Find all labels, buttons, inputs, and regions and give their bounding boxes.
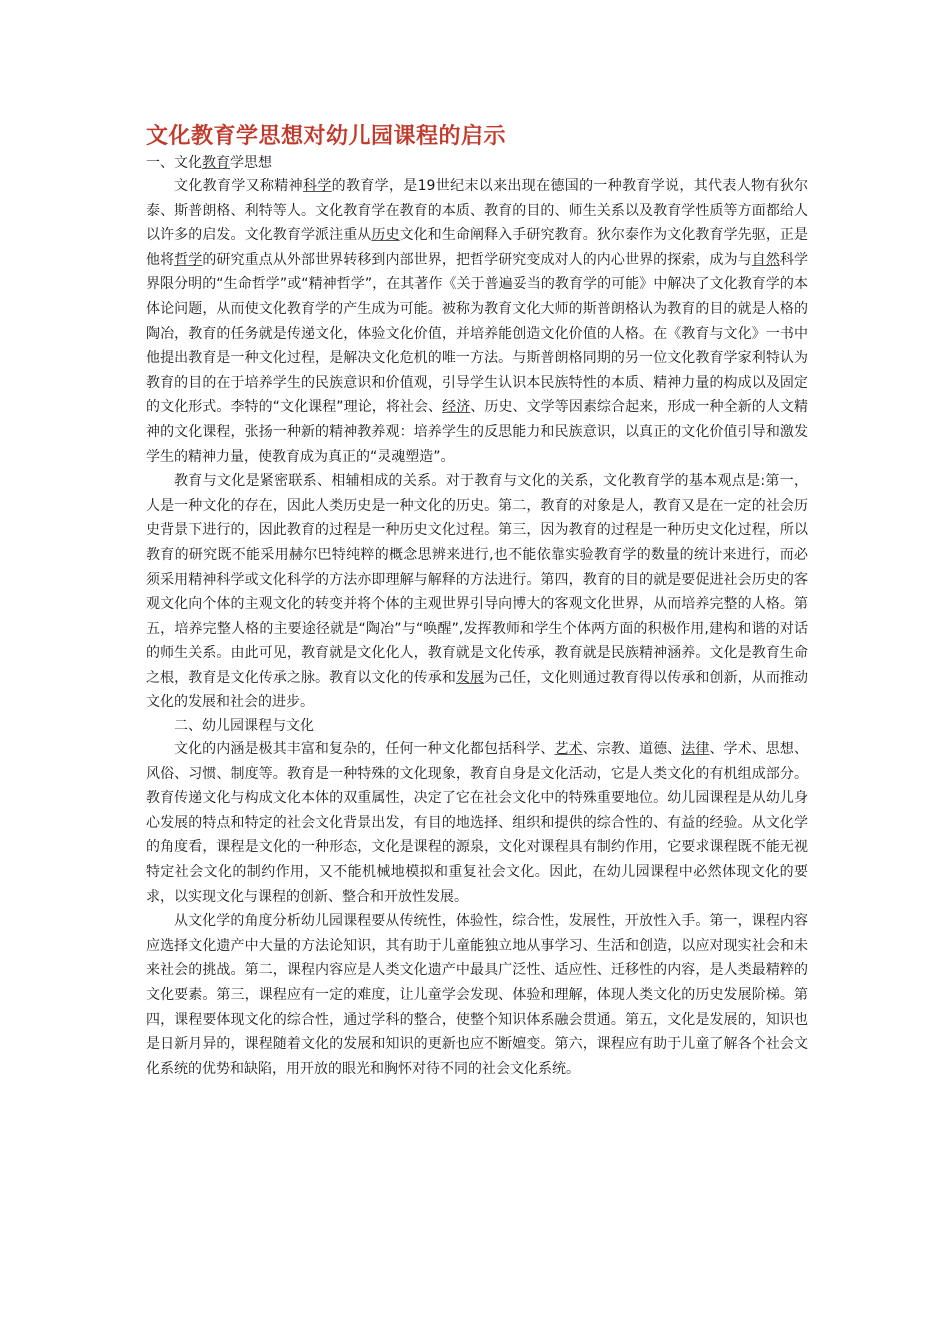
paragraph-text: 、宗教、道德、 (582, 741, 682, 758)
paragraph-text: 文化教育学又称精神 (174, 178, 303, 194)
link-law[interactable]: 法律 (681, 741, 710, 758)
link-economy[interactable]: 经济 (442, 399, 471, 416)
heading-text: 一、文化 (146, 155, 202, 171)
paragraph-2 (146, 469, 808, 715)
document-page (146, 122, 808, 1081)
page-title: 文化教育学思想对幼儿园课程的启示 (146, 124, 507, 149)
link-art[interactable]: 艺术 (554, 741, 583, 758)
link-history[interactable]: 历史 (371, 227, 400, 244)
paragraph-text: 为己任，文化则通过教育得以传承和创新，从而推动文化的发展和社会的进步。 (146, 669, 809, 711)
section-heading-2: 二、幼儿园课程与文化 (174, 718, 314, 735)
paragraph-text: 的教育学，是19世纪末以来出现在德国的一种教育学说，其代表人物有狄尔泰、斯普朗格、利特等人。文化教育学在教育的本质、教育的目的、师生关系以及教育学性质等方面都给人以许多的启发。文化教育学派注重从 (146, 178, 809, 244)
paragraph-text: 文化的内涵是极其丰富和复杂的，任何一种文化都包括科学、 (174, 741, 555, 758)
paragraph-text: 教育与文化是紧密联系、相辅相成的关系。对于教育与文化的关系，文化教育学的基本观点是:第一，人是一种文化的存在，因此人类历史是一种文化的历史。第二，教育的对象是人，教育又是在一定的社会历史背景下进行的，因此教育的过程是一种历史文化过程。第三，因为教育的过程是一种历史文化过程，所以教育的研究既不能采用赫尔巴特纯粹的概念思辨来进行,也不能依靠实验教育学的数量的统计来进行，而必须采用精神科学或文化科学的方法亦即理解与解释的方法进行。第四，教育的目的就是要促进社会历史的客观文化向个体的主观文化的转变并将个体的主观世界引导向博大的客观文化世界，从而培养完整的人格。第五，培养完整人格的主要途径就是“陶冶”与“唤醒”,发挥教师和学生个体两方面的积极作用,建构和谐的对话的师生关系。由此可见，教育就是文化化人，教育就是文化传承，教育就是民族精神涵养。文化是教育生命之根，教育是文化传承之脉。教育以文化的传承和 (146, 473, 808, 686)
paragraph-4: 从文化学的角度分析幼儿园课程要从传统性，体验性，综合性，发展性，开放性入手。第一，课程内容应选择文化遗产中大量的方法论知识，其有助于儿童能独立地从事学习、生活和创造，以应对现实社会和未来社会的挑战。第二，课程内容应是人类文化遗产中最具广泛性、适应性、迁移性的内容，是人类最精粹的文化要素。第三，课程应有一定的难度，让儿童学会发现、体验和理解，体现人类文化的历史发展阶梯。第四，课程要体现文化的综合性，通过学科的整合，使整个知识体系融会贯通。第五，文化是发展的，知识也是日新月异的，课程随着文化的发展和知识的更新也应不断嬗变。第六，课程应有助于儿童了解各个社会文化系统的优势和缺陷，用开放的眼光和胸怀对待不同的社会文化系统。 (146, 913, 808, 1077)
link-science[interactable]: 科学 (302, 178, 332, 194)
link-nature[interactable]: 自然 (751, 251, 780, 268)
heading-text: 学思想 (230, 155, 272, 171)
paragraph-1 (146, 174, 808, 469)
link-education[interactable]: 教育 (202, 155, 230, 171)
link-philosophy[interactable]: 哲学 (174, 251, 203, 268)
link-development[interactable]: 发展 (455, 669, 485, 686)
paragraph-text: 、历史、文学等因素综合起来，形成一种全新的人文精神的文化课程，张扬一种新的精神教养观：培养学生的反思能力和民族意识，以真正的文化价值引导和激发学生的精神力量，使教育成为真正的“灵魂塑造”。 (146, 399, 809, 465)
paragraph-text: 文化和生命阐释入手研究教育。狄尔泰作为文化教育学先驱，正是他将 (146, 227, 809, 268)
paragraph-text: 科学界限分明的“生命哲学”或“精神哲学”，在其著作《关于普遍妥当的教育学的可能》中解决了文化教育学的本体论问题，从而使文化教育学的产生成为可能。被称为教育文化大师的斯普朗格认为教育的目的就是人格的陶冶，教育的任务就是传递文化，体验文化价值，并培养能创造文化价值的人格。在《教育与文化》一书中他提出教育是一种文化过程，是解决文化危机的唯一方法。与斯普朗格同期的另一位文化教育学家利特认为教育的目的在于培养学生的民族意识和价值观，引导学生认识本民族特性的本质、精神力量的构成以及固定的文化形式。李特的“文化课程”理论，将社会、 (146, 251, 809, 416)
paragraph-3 (146, 737, 808, 909)
paragraph-text: 的研究重点从外部世界转移到内部世界，把哲学研究变成对人的内心世界的探索，成为与 (202, 251, 752, 268)
section-heading-1 (146, 152, 808, 174)
paragraph-text: 、学术、思想、风俗、习惯、制度等。教育是一种特殊的文化现象，教育自身是文化活动，它是人类文化的有机组成部分。教育传递文化与构成文化本体的双重属性，决定了它在社会文化中的特殊重要地位。幼儿园课程是从幼儿身心发展的特点和特定的社会文化背景出发，有目的地选择、组织和提供的综合性的、有益的经验。从文化学的角度看，课程是文化的一种形态，文化是课程的源泉，文化对课程具有制约作用，它要求课程既不能无视特定社会文化的制约作用，又不能机械地模拟和重复社会文化。因此，在幼儿园课程中必然体现文化的要求，以实现文化与课程的创新、整合和开放性发展。 (146, 741, 809, 905)
